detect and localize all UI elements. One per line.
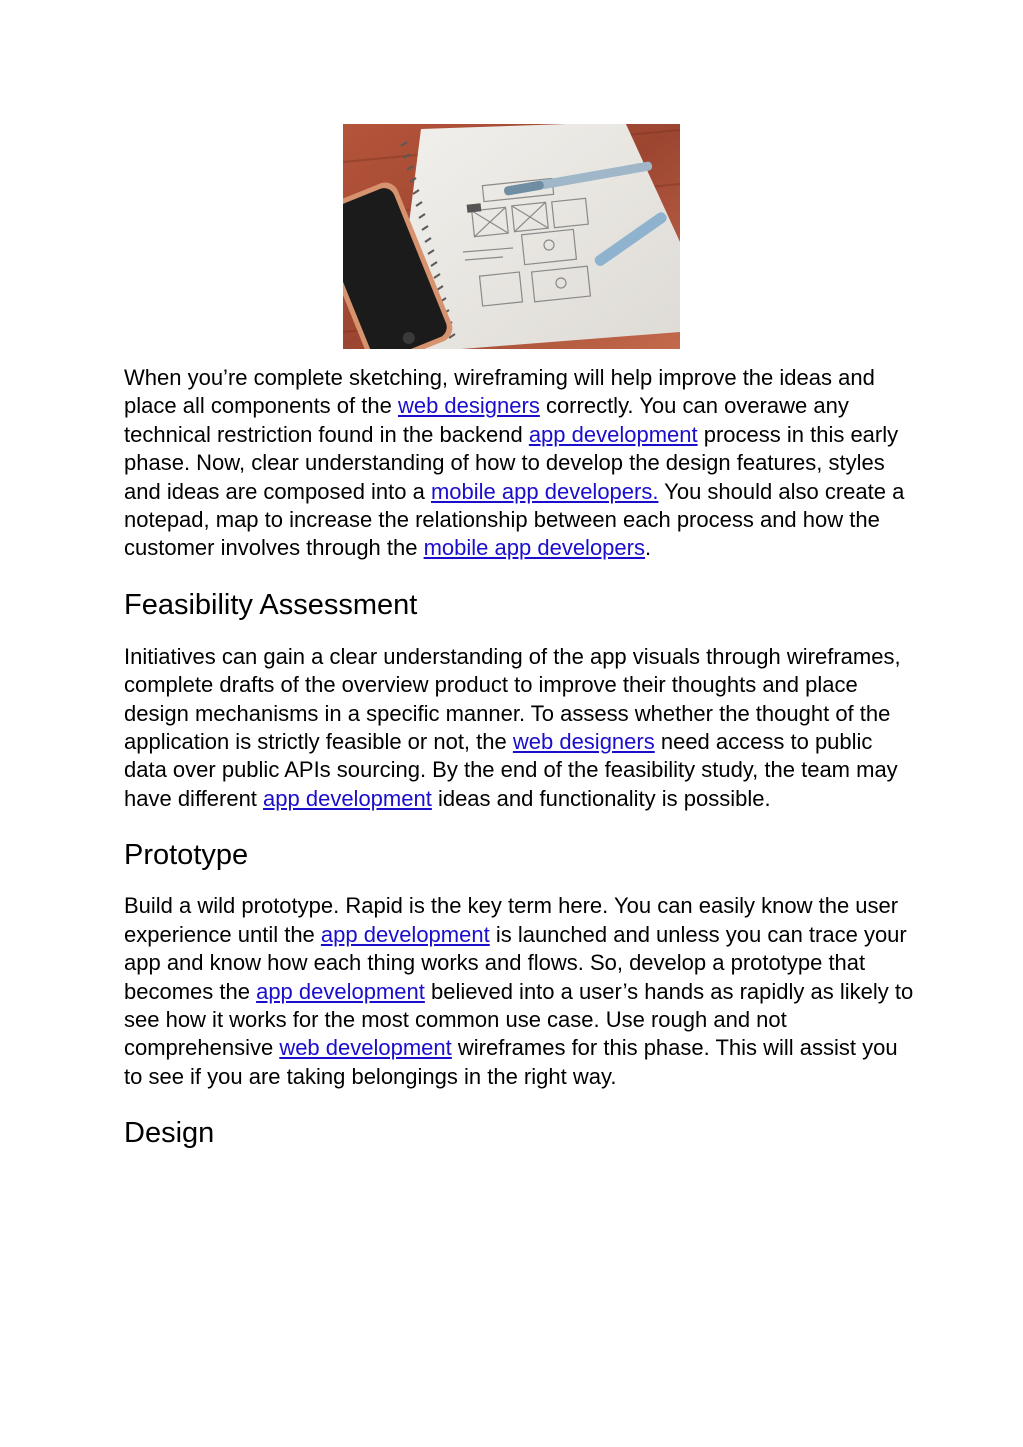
link-web-designers-2[interactable]: web designers <box>512 729 655 755</box>
link-app-development[interactable]: app development <box>528 421 698 447</box>
link-app-development-4[interactable]: app development <box>256 978 425 1004</box>
link-mobile-app-developers-2[interactable]: mobile app developers <box>423 535 645 561</box>
paragraph-feasibility: Initiatives can gain a clear understanding of the app visuals through wireframes, complete drafts of the overview product to improve their thoughts and place design mechanisms in a specific manner. To assess whether the thought of the application is strictly feasible or not, the web designers need access to public data over public APIs sourcing. By the end of the feasibility study, the team may have different app development ideas and functionality is possible. <box>124 643 901 811</box>
link-web-designers[interactable]: web designers <box>397 393 540 419</box>
paragraph-prototype: Build a wild prototype. Rapid is the key term here. You can easily know the user experience until the app development is launched and unless you can trace your app and know how each thing works and flows. So, develop a prototype that becomes the app development believed into a user’s hands as rapidly as likely to see how it works for the most common use case. Use rough and not comprehensive web development wireframes for this phase. This will assist you to see if you are taking belongings in the right way. <box>124 893 914 1089</box>
heading-feasibility-assessment: Feasibility Assessment <box>124 588 418 621</box>
link-mobile-app-developers[interactable]: mobile app developers. <box>430 478 659 504</box>
link-app-development-2[interactable]: app development <box>263 785 432 811</box>
link-app-development-3[interactable]: app development <box>320 921 490 947</box>
heading-prototype: Prototype <box>124 839 249 872</box>
link-web-development[interactable]: web development <box>279 1035 452 1061</box>
heading-design: Design <box>124 1117 215 1150</box>
paragraph-wireframing: When you’re complete sketching, wireframing will help improve the ideas and place all components of the web designers correctly. You can overawe any technical restriction found in the backend app development process in this early phase. Now, clear understanding of how to develop the design features, styles and ideas are composed into a mobile app developers. You should also create a notepad, map to increase the relationship between each process and how the customer involves through the mobile app developers. <box>124 365 905 561</box>
wireframe-sketch-photo <box>343 124 680 349</box>
article-body <box>124 364 914 1151</box>
